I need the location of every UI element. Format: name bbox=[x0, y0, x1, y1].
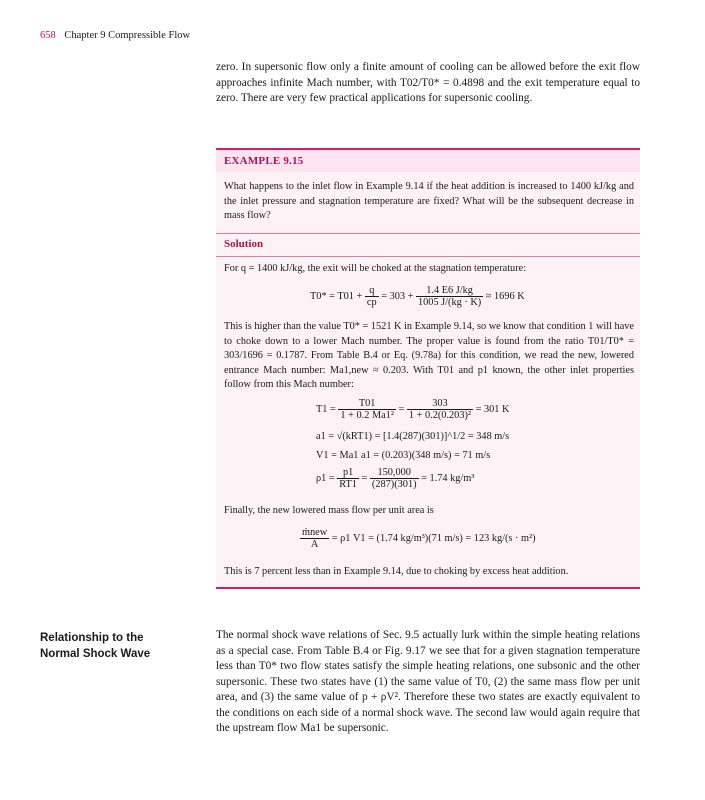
question-divider bbox=[216, 233, 640, 234]
example-title: EXAMPLE 9.15 bbox=[224, 155, 304, 167]
equation-rho1: ρ1 = $\frac{p1}{RT1}$ = $\frac{150,000}{(287)(301)}$ = 1.74 kg/m³ bbox=[316, 467, 475, 490]
chapter-title: Chapter 9 Compressible Flow bbox=[64, 30, 191, 41]
eq1-fraction: $\frac{1.4 E6 J/kg}{1005 J/(kg \cdot K)}$ bbox=[418, 285, 482, 308]
intro-paragraph: zero. In supersonic flow only a finite amount of cooling can be allowed before the exit flow approaches infinite Mach number, with T02/T0* = 0.4898 and the exit temperature equal to zero. There are very few practical applications for supersonic cooling. bbox=[216, 61, 640, 104]
equation-stagnation-temp bbox=[310, 285, 525, 308]
equation-a1: a1 = √(kRT1) = [1.4(287)(301)]^1/2 = 348 m/s bbox=[316, 431, 510, 442]
solution-divider bbox=[216, 256, 640, 257]
equation-T1: T1 = $\frac{T01}{\text{1 + 0.2 Ma1²}}$ = $\frac{303}{\text{1 + 0.2(0.203)²}}$ = 301 K bbox=[316, 398, 510, 421]
final-paragraph: The normal shock wave relations of Sec. 9.5 actually lurk within the simple heating relations as a special case. From Table B.4 or Fig. 9.17 we see that for a given stagnation temperature less than T0* two flow states satisfy the simple heating relations, one subsonic and the other supersonic. These two states have (1) the same value of T0, (2) the same mass flow per unit area, and (3) the same value of p + ρV². Therefore these two states are exactly equivalent to the conditions on each side of a normal shock wave. The second law would again require that the upstream flow Ma1 be supersonic. bbox=[216, 629, 640, 734]
page-header bbox=[40, 30, 190, 41]
eq1-mid: = 303 + bbox=[381, 290, 414, 302]
example-question: What happens to the inlet flow in Example 9.14 if the heat addition is increased to 1400 kJ/kg and the inlet pressure and stagnation temperature are fixed? What will be the subsequent decrease in mass flow? bbox=[224, 181, 634, 221]
eq1-q-over-cp: $\frac{q}{cp}$ bbox=[366, 285, 377, 308]
example-conclusion: This is 7 percent less than in Example 9.14, due to choking by excess heat addition. bbox=[224, 566, 569, 577]
side-heading bbox=[40, 630, 150, 662]
example-bottom-rule bbox=[216, 587, 640, 589]
equation-V1: V1 = Ma1 a1 = (0.203)(348 m/s) = 71 m/s bbox=[316, 450, 491, 461]
page-number: 658 bbox=[40, 30, 56, 41]
eq1-result: ≈ 1696 K bbox=[485, 290, 525, 302]
eq1-lhs: T0* = T01 + bbox=[310, 290, 363, 302]
solution-line-1: For q = 1400 kJ/kg, the exit will be choked at the stagnation temperature: bbox=[224, 263, 527, 274]
solution-label: Solution bbox=[224, 238, 264, 250]
solution-line-final: Finally, the new lowered mass flow per unit area is bbox=[224, 505, 434, 516]
side-heading-line-2: Normal Shock Wave bbox=[40, 648, 151, 660]
side-heading-line-1: Relationship to the bbox=[40, 632, 144, 644]
equation-mass-flow: $\frac{\text{ṁnew}}{A}$ = ρ1 V1 = (1.74 kg/m³)(71 m/s) = 123 kg/(s · m²) bbox=[302, 527, 536, 550]
solution-paragraph-2: This is higher than the value T0* = 1521 K in Example 9.14, so we know that condition 1 will have to choke down to a lower Mach number. The proper value is found from the ratio T01/T0* = 303/1696 = 0.1787. From Table B.4 or Eq. (9.78a) for this condition, we read the new, lowered entrance Mach number: Ma1,new ≈ 0.203. With T01 and p1 known, the other inlet properties follow from this Mach number: bbox=[224, 321, 634, 390]
